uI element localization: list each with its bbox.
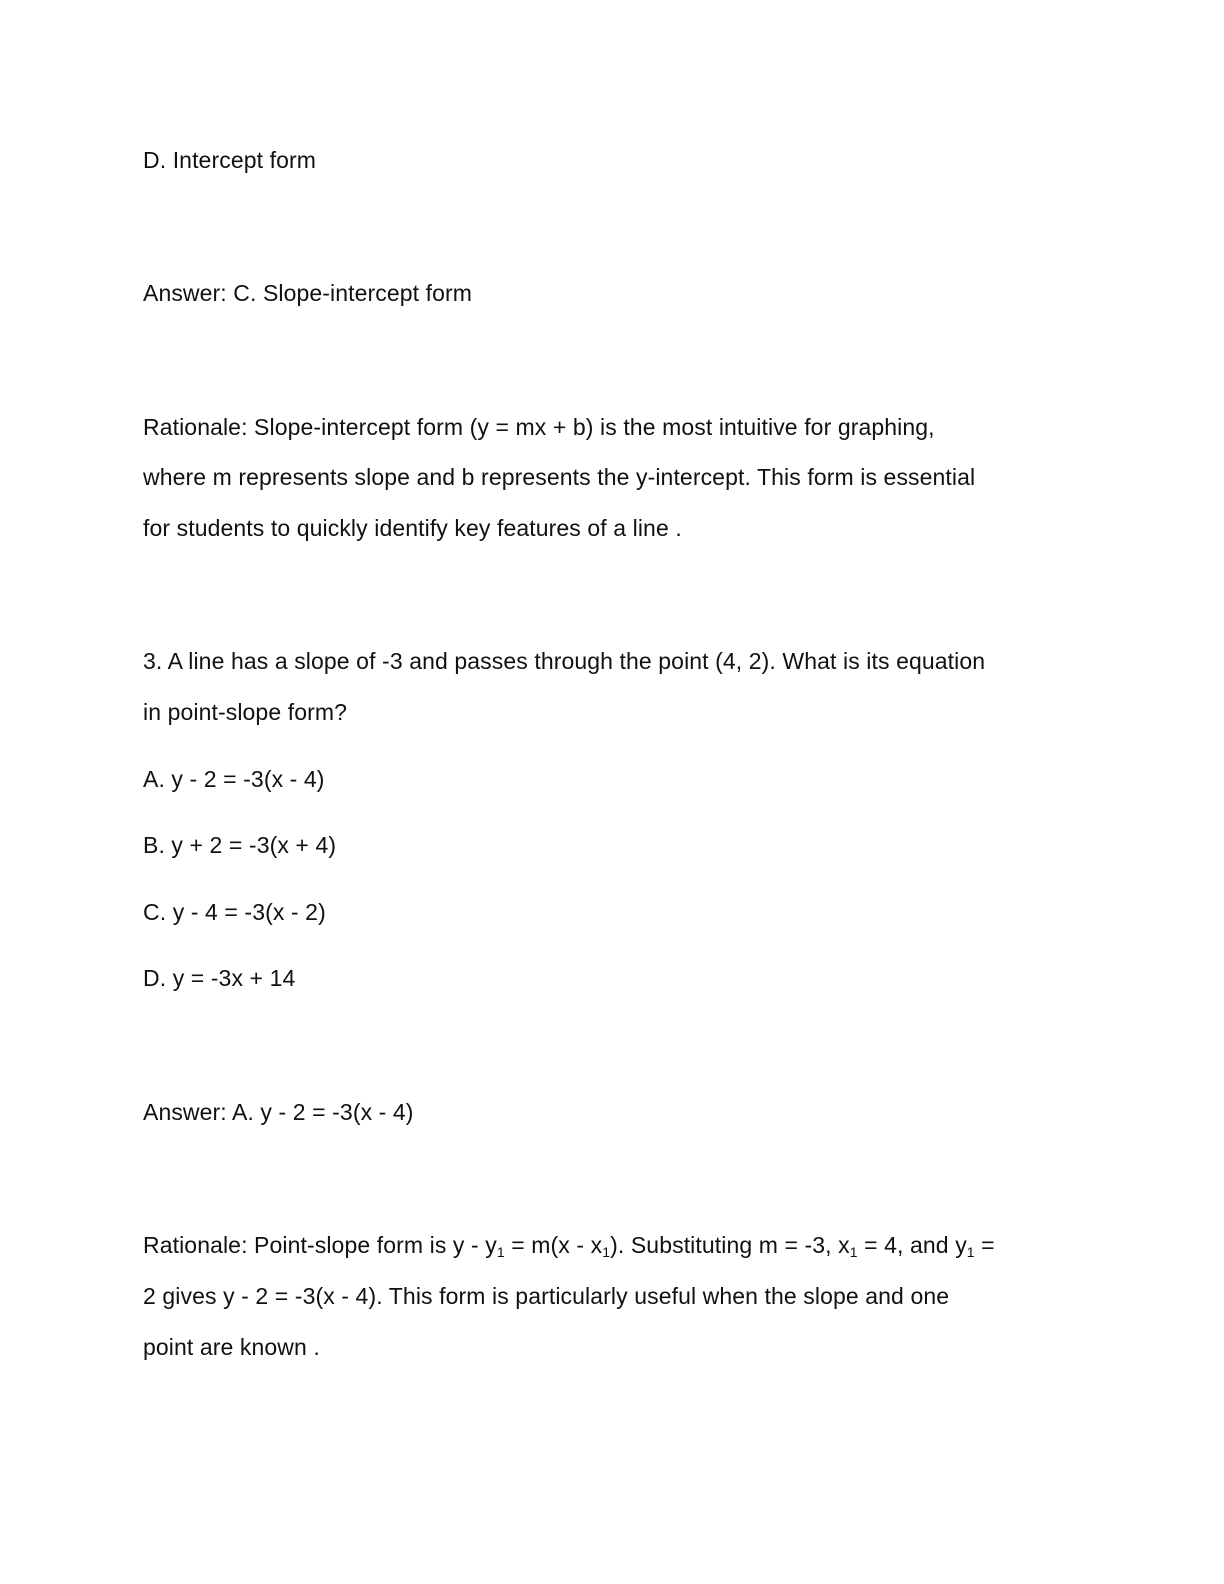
subscript: 1 [966,1244,975,1260]
question-3-option-a: A. y - 2 = -3(x - 4) [143,766,325,792]
question-3-rationale-line-2: 2 gives y - 2 = -3(x - 4). This form is particularly useful when the slope and one [143,1283,950,1309]
rationale-text-part: = m(x - x [504,1232,603,1258]
question-3-option-c: C. y - 4 = -3(x - 2) [143,899,326,925]
question-3-line-1: 3. A line has a slope of -3 and passes through the point (4, 2). What is its equation [143,648,986,674]
subscript: 1 [602,1244,611,1260]
rationale-text-part: = [974,1232,995,1258]
subscript: 1 [849,1244,858,1260]
rationale-previous-line-3: for students to quickly identify key features of a line . [143,515,682,541]
rationale-previous-line-1: Rationale: Slope-intercept form (y = mx + b) is the most intuitive for graphing, [143,414,935,440]
rationale-previous-line-2: where m represents slope and b represents the y-intercept. This form is essential [143,464,976,490]
question-3-option-b: B. y + 2 = -3(x + 4) [143,832,337,858]
answer-previous: Answer: C. Slope-intercept form [143,280,473,306]
rationale-text-part: ). Substituting m = -3, x [610,1232,850,1258]
subscript: 1 [496,1244,505,1260]
question-3-answer: Answer: A. y - 2 = -3(x - 4) [143,1099,414,1125]
rationale-text-part: Rationale: Point-slope form is y - y [143,1232,497,1258]
question-3-rationale-line-1 [143,1230,995,1260]
question-3-rationale-line-3: point are known . [143,1334,320,1360]
question-3-option-d: D. y = -3x + 14 [143,965,296,991]
question-3-line-2: in point-slope form? [143,699,347,725]
option-d-previous: D. Intercept form [143,147,316,173]
rationale-text-part: = 4, and y [857,1232,967,1258]
